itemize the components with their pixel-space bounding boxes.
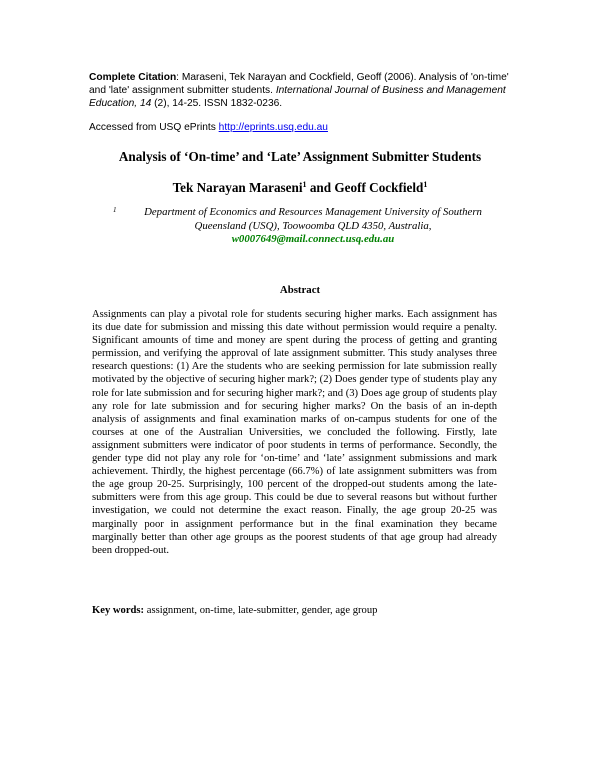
keywords-label: Key words: — [92, 605, 145, 616]
author-2-affil-marker: 1 — [423, 180, 428, 189]
affiliation-marker: 1 — [113, 206, 117, 214]
authors-and: and — [306, 180, 335, 195]
affiliation-line-2: Queensland (USQ), Toowoomba QLD 4350, Australia, — [194, 219, 432, 232]
citation-authors: : Maraseni, Tek Narayan and Cockfield, Geoff (2006). Analysis of 'on-time' and 'late' assignment submitter students. — [89, 72, 509, 97]
keywords — [92, 605, 512, 616]
author-email: w0007649@mail.connect.usq.edu.au — [231, 233, 395, 245]
accessed-text: Accessed from USQ ePrints — [89, 122, 219, 133]
keywords-text: assignment, on-time, late-submitter, gender, age group — [144, 605, 378, 616]
author-1-affil-marker: 1 — [302, 180, 307, 189]
citation-details: (2), 14-25. ISSN 1832-0236. — [151, 98, 283, 110]
accessed-from — [89, 121, 519, 134]
complete-citation — [89, 71, 519, 111]
abstract-body: Assignments can play a pivotal role for students securing higher marks. Each assignment has its due date for submission and missing this date without permission would require a penalty. Significant amounts of time and money are spent during the process of getting and granting permission, and verifying the approval of late assignment submitter. This study analyses three research questions: (1) Are the students who are seeking permission for late submission really motivated by the objective of securing higher mark?; (2) Does gender type of students play any role for late submission and for securing higher mark?; and (3) Does age group of students play any role for late submission and for securing higher marks? On the basis of an in-depth analysis of assignments and final examination marks of on-campus students for one of the courses at one of the Australian Universities, we concluded the following. Firstly, late assignment submitters were indicator of poor students in terms of performance. Secondly, the gender type did not play any role for ‘on-time’ and ‘late’ assignment submissions and mark achievement. Thirdly, the highest percentage (66.7%) of late assignment submitters was from the age group 20-25. Surprisingly, 100 percent of the dropped-out students among the late-submitters were from this age group. This could be due to several reasons but without further investigation, we could not determine the exact reason. Finally, the age group 20-25 was marginally poor in assignment performance but in the final examination they became marginally better than other age groups as the poorest students of that age group had already been dropped-out. — [92, 309, 497, 556]
affiliation — [113, 206, 513, 247]
author-2: Geoff Cockfield — [334, 180, 424, 195]
citation-journal: International Journal of Business and Management Education, 14 — [89, 85, 506, 110]
paper-title: Analysis of ‘On-time’ and ‘Late’ Assignment Submitter Students — [118, 149, 482, 164]
eprints-link[interactable]: http://eprints.usq.edu.au — [218, 122, 328, 133]
affiliation-line-1: Department of Economics and Resources Management University of Southern — [144, 206, 482, 218]
abstract-heading: Abstract — [279, 284, 321, 296]
author-1: Tek Narayan Maraseni — [172, 180, 303, 195]
authors — [0, 180, 600, 196]
citation-label: Complete Citation — [89, 72, 177, 83]
